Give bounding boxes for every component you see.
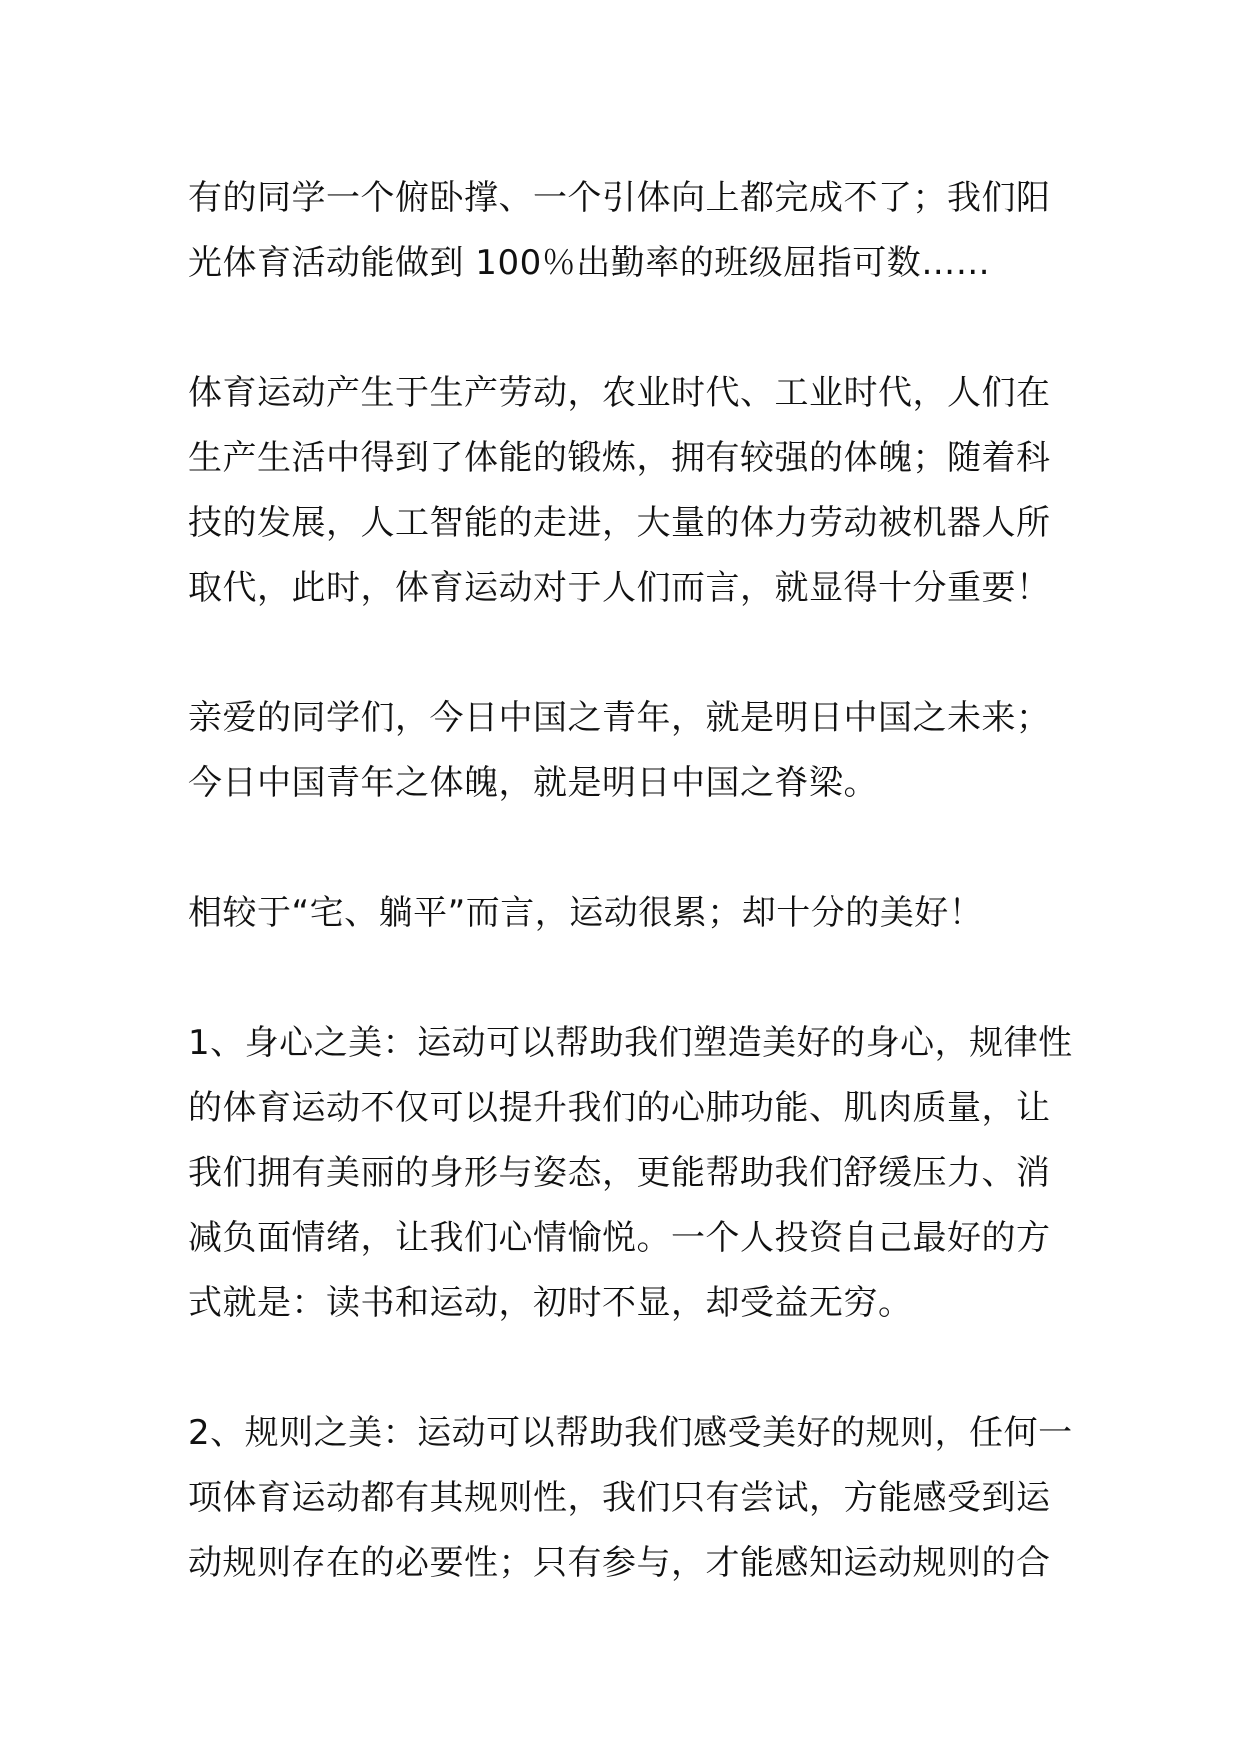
text-line: 光体育活动能做到 100％出勤率的班级屈指可数…… xyxy=(188,243,991,283)
text-line: 取代，此时，体育运动对于人们而言，就显得十分重要！ xyxy=(188,568,1051,608)
text-line: 有的同学一个俯卧撑、一个引体向上都完成不了；我们阳 xyxy=(188,178,1051,218)
text-line: 今日中国青年之体魄，就是明日中国之脊梁。 xyxy=(188,763,878,803)
text-line: 1、身心之美：运动可以帮助我们塑造美好的身心，规律性 xyxy=(188,1023,1073,1063)
text-line: 亲爱的同学们，今日中国之青年，就是明日中国之未来； xyxy=(188,698,1051,738)
paragraph-6 xyxy=(188,1401,1073,1596)
text-line: 技的发展，人工智能的走进，大量的体力劳动被机器人所 xyxy=(188,503,1051,543)
text-line: 我们拥有美丽的身形与姿态，更能帮助我们舒缓压力、消 xyxy=(188,1153,1051,1193)
paragraph-gap xyxy=(188,946,1058,1011)
paragraph-1 xyxy=(188,166,1058,296)
paragraph-4 xyxy=(188,881,1058,946)
text-line: 体育运动产生于生产劳动，农业时代、工业时代，人们在 xyxy=(188,373,1051,413)
paragraph-gap xyxy=(188,1336,1058,1401)
paragraph-gap xyxy=(188,816,1058,881)
paragraph-5 xyxy=(188,1011,1073,1336)
text-line: 动规则存在的必要性；只有参与，才能感知运动规则的合 xyxy=(188,1543,1051,1583)
paragraph-gap xyxy=(188,621,1058,686)
text-line: 项体育运动都有其规则性，我们只有尝试，方能感受到运 xyxy=(188,1478,1051,1518)
text-line: 生产生活中得到了体能的锻炼，拥有较强的体魄；随着科 xyxy=(188,438,1051,478)
text-line: 的体育运动不仅可以提升我们的心肺功能、肌肉质量，让 xyxy=(188,1088,1051,1128)
paragraph-gap xyxy=(188,296,1058,361)
document-body xyxy=(188,166,1073,1596)
paragraph-2 xyxy=(188,361,1058,621)
text-line: 式就是：读书和运动，初时不显，却受益无穷。 xyxy=(188,1283,913,1323)
text-line: 相较于“宅、躺平”而言，运动很累；却十分的美好！ xyxy=(188,893,984,933)
text-line: 减负面情绪，让我们心情愉悦。一个人投资自己最好的方 xyxy=(188,1218,1051,1258)
paragraph-3 xyxy=(188,686,1058,816)
text-line: 2、规则之美：运动可以帮助我们感受美好的规则，任何一 xyxy=(188,1413,1073,1453)
